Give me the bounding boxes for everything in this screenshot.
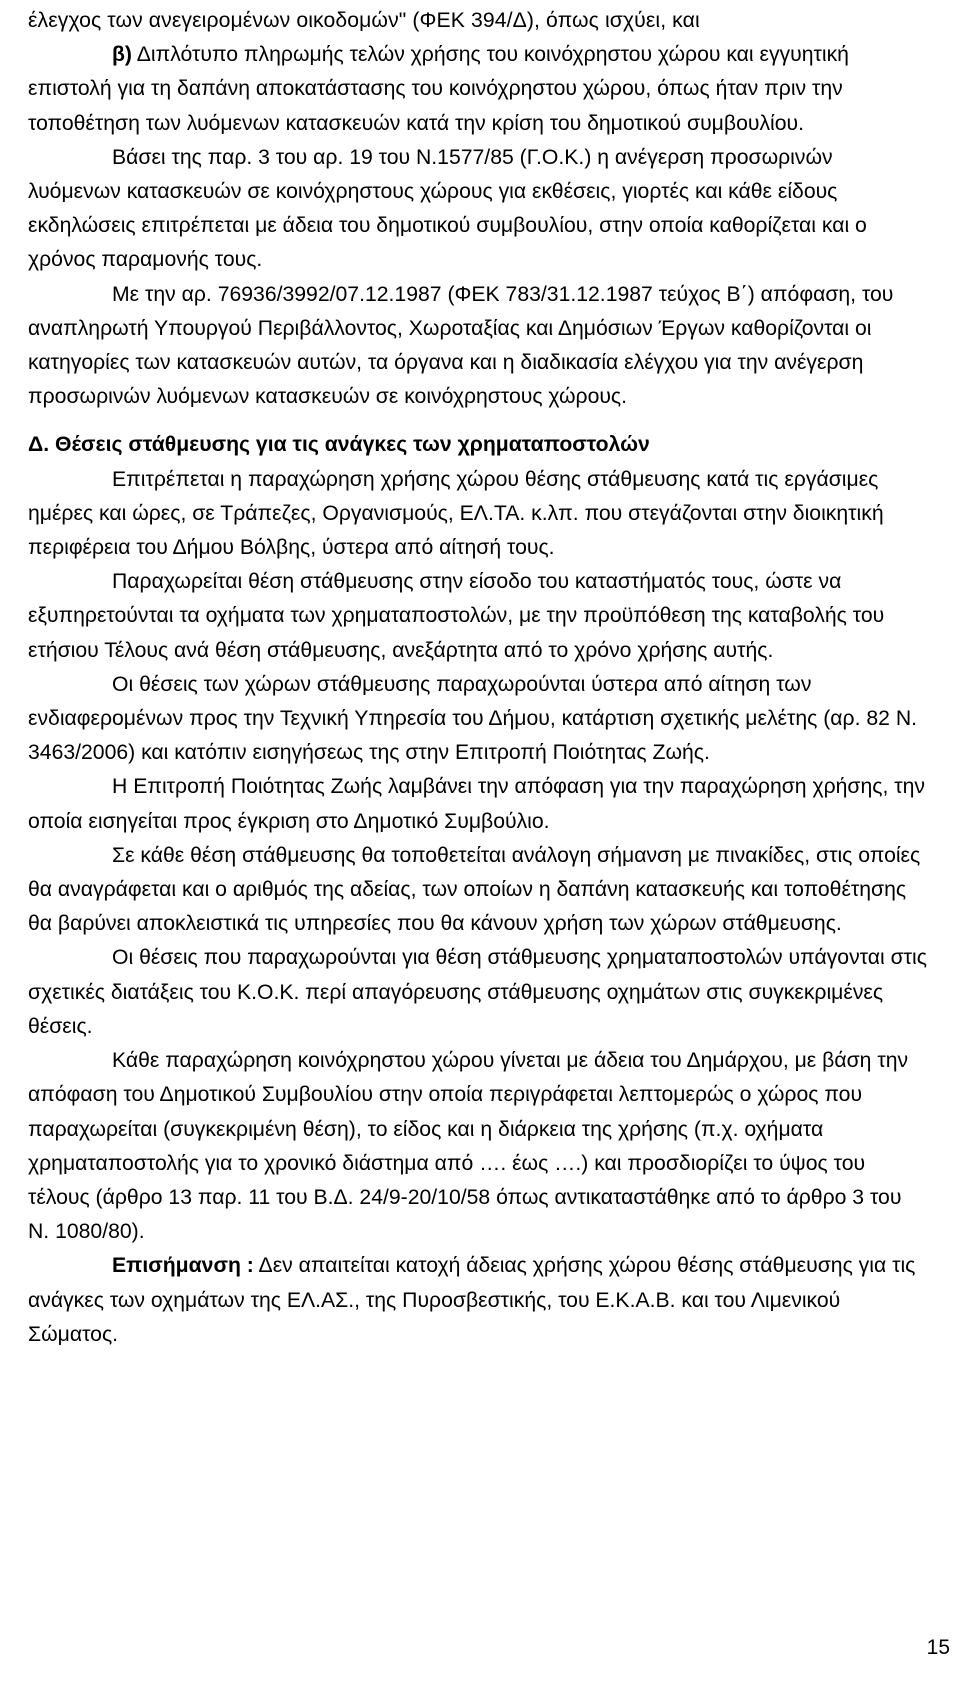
- document-page: [28, 4, 928, 1352]
- section-paragraph: Οι θέσεις των χώρων στάθμευσης παραχωρούνται ύστερα από αίτηση των ενδιαφερομένων προς την Τεχνική Υπηρεσία του Δήμου, κατάρτιση σχετικής μελέτης (αρ. 82 Ν. 3463/2006) και κατόπιν εισηγήσεως της στην Επιτροπή Ποιότητας Ζωής.: [28, 672, 918, 765]
- note-text: Δεν απαιτείται κατοχή άδειας χρήσης χώρου θέσης στάθμευσης για τις ανάγκες των οχημάτων της ΕΛ.ΑΣ., της Πυροσβεστικής, του Ε.Κ.Α.Β. και του Λιμενικού Σώματος.: [28, 1254, 916, 1346]
- section-gap: [28, 414, 928, 428]
- section-paragraph: Επιτρέπεται η παραχώρηση χρήσης χώρου θέσης στάθμευσης κατά τις εργάσιμες ημέρες και ώρες, σε Τράπεζες, Οργανισμούς, ΕΛ.ΤΑ. κ.λπ. που στεγάζονται στην διοικητική περιφέρεια του Δήμου Βόλβης, ύστερα από αίτησή τους.: [28, 467, 884, 560]
- item-b-paragraph: [28, 38, 928, 141]
- section-paragraph: Σε κάθε θέση στάθμευσης θα τοποθετείται ανάλογη σήμανση με πινακίδες, στις οποίες θα αναγράφεται και ο αριθμός της αδείας, των οποίων η δαπάνη κατασκευής και τοποθέτησης θα βαρύνει αποκλειστικά τις υπηρεσίες που θα κάνουν χρήση των χώρων στάθμευσης.: [28, 843, 921, 936]
- section-paragraph: Η Επιτροπή Ποιότητας Ζωής λαμβάνει την απόφαση για την παραχώρηση χρήσης, την οποία εισηγείται προς έγκριση στο Δημοτικό Συμβούλιο.: [28, 775, 926, 833]
- section-paragraph: Κάθε παραχώρηση κοινόχρηστου χώρου γίνεται με άδεια του Δημάρχου, με βάση την απόφαση του Δημοτικού Συμβουλίου στην οποία περιγράφεται λεπτομερώς ο χώρος που παραχωρείται (συγκεκριμένη θέση), το είδος και η διάρκεια της χρήσης (π.χ. οχήματα χρηματαποστολής για το χρονικό διάστημα από …. έως ….) και προσδιορίζει το ύψος του τέλους (άρθρο 13 παρ. 11 του Β.Δ. 24/9-20/10/58 όπως αντικαταστάθηκε από το άρθρο 3 του Ν. 1080/80).: [28, 1049, 909, 1244]
- continuation-line: έλεγχος των ανεγειρομένων οικοδομών" (ΦΕΚ 394/Δ), όπως ισχύει, και: [28, 9, 700, 32]
- paragraph-legal-basis: Βάσει της παρ. 3 του αρ. 19 του Ν.1577/85 (Γ.Ο.Κ.) η ανέγερση προσωρινών λυόμενων κατασκευών σε κοινόχρηστους χώρους για εκθέσεις, γιορτές και κάθε είδους εκδηλώσεις επιτρέπεται με άδεια του δημοτικού συμβουλίου, στην οποία καθορίζεται και ο χρόνος παραμονής τους.: [28, 145, 867, 272]
- page-number: 15: [926, 1636, 950, 1659]
- section-heading: Δ. Θέσεις στάθμευσης για τις ανάγκες των χρηματαποστολών: [28, 433, 650, 457]
- note-label: Επισήμανση :: [112, 1254, 254, 1278]
- section-paragraph: Οι θέσεις που παραχωρούνται για θέση στάθμευσης χρηματαποστολών υπάγονται στις σχετικές διατάξεις του Κ.Ο.Κ. περί απαγόρευσης στάθμευσης οχημάτων στις συγκεκριμένες θέσεις.: [28, 946, 927, 1038]
- paragraph-ministerial-decision: Με την αρ. 76936/3992/07.12.1987 (ΦΕΚ 783/31.12.1987 τεύχος Β΄) απόφαση, του αναπληρωτή Υπουργού Περιβάλλοντος, Χωροταξίας και Δημόσιων Έργων καθορίζονται οι κατηγορίες των κατασκευών αυτών, τα όργανα και η διαδικασία ελέγχου για την ανέγερση προσωρινών λυόμενων κατασκευών σε κοινόχρηστους χώρους.: [28, 282, 894, 409]
- note-paragraph: [28, 1249, 928, 1352]
- item-b-label: β): [112, 43, 132, 67]
- item-b-text: Διπλότυπο πληρωμής τελών χρήσης του κοινόχρηστου χώρου και εγγυητική επιστολή για τη δαπάνη αποκατάστασης του κοινόχρηστου χώρου, όπως ήταν πριν την τοποθέτηση των λυόμενων κατασκευών κατά την κρίση του δημοτικού συμβουλίου.: [28, 43, 849, 135]
- section-paragraph: Παραχωρείται θέση στάθμευσης στην είσοδο του καταστήματός τους, ώστε να εξυπηρετούνται τα οχήματα των χρηματαποστολών, με την προϋπόθεση της καταβολής του ετήσιου Τέλους ανά θέση στάθμευσης, ανεξάρτητα από το χρόνο χρήσης αυτής.: [28, 570, 885, 662]
